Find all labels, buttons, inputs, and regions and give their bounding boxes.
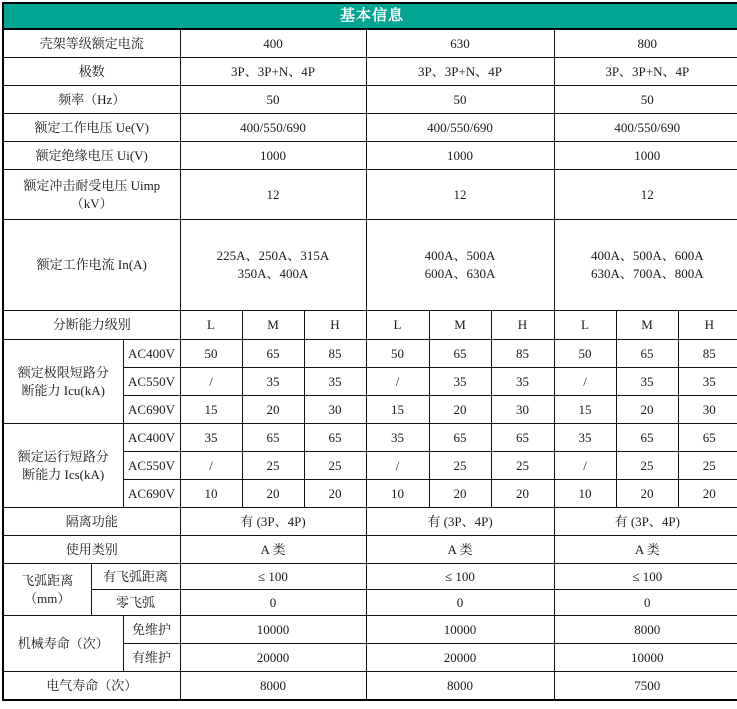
cell: 85 [304,340,366,368]
row-elec-life [3,672,737,701]
cell: L [180,311,242,340]
cell: 400 [180,29,366,58]
cell: 3P、3P+N、4P [366,58,554,86]
cell: 35 [180,424,242,452]
row-frame-current [3,29,737,58]
cell-line: 225A、250A、315A [183,247,364,265]
cell: 20 [304,480,366,508]
cell: A 类 [554,536,737,564]
cell-line: 600A、630A [369,265,552,283]
row-ics-ac400v [3,424,737,452]
cell: 35 [616,368,678,396]
cell: 10 [180,480,242,508]
sub-label-mech-free: 免维护 [123,616,180,644]
cell: 15 [180,396,242,424]
cell: 8000 [554,616,737,644]
cell: 65 [242,340,304,368]
row-label-frequency: 频率（Hz） [3,86,180,114]
row-label-icu-line1: 额定极限短路分 [6,364,121,382]
cell: H [304,311,366,340]
row-label-uimp-line1: 额定冲击耐受电压 Uimp [6,177,178,195]
row-label-ics-line2: 断能力 Ics(kA) [6,466,121,484]
cell: 630 [366,29,554,58]
row-arc-zero [3,590,737,616]
cell-line: 400A、500A [369,247,552,265]
cell: 8000 [366,672,554,701]
sub-label-arc-zero: 零飞弧 [91,590,180,616]
row-label-ics-line1: 额定运行短路分 [6,448,121,466]
cell: 15 [366,396,429,424]
row-label-category: 使用类别 [3,536,180,564]
cell: H [491,311,554,340]
cell: 65 [429,340,491,368]
cell: 20000 [366,644,554,672]
cell-line: 400A、500A、600A [557,247,737,265]
cell: 0 [554,590,737,616]
cell: 35 [429,368,491,396]
row-isolation [3,508,737,536]
cell: 25 [304,452,366,480]
cell: 20 [429,480,491,508]
cell: 10 [554,480,616,508]
cell: ≤ 100 [180,564,366,590]
cell: 12 [366,170,554,220]
cell: 85 [491,340,554,368]
cell: 20 [242,480,304,508]
cell [554,220,737,311]
row-label-arc-line1: 飞弧距离 [6,572,89,590]
cell: 50 [180,340,242,368]
cell: 10 [366,480,429,508]
cell: 35 [304,368,366,396]
cell: 25 [678,452,737,480]
cell: 65 [678,424,737,452]
cell: 50 [180,86,366,114]
sub-label-icu-ac550v: AC550V [123,368,180,396]
row-label-icu [3,340,123,424]
cell: M [616,311,678,340]
cell: 30 [304,396,366,424]
cell: A 类 [180,536,366,564]
row-arc-with [3,564,737,590]
table-title: 基本信息 [3,3,737,29]
cell: 20 [678,480,737,508]
cell: / [180,452,242,480]
sub-label-mech-with: 有维护 [123,644,180,672]
row-label-arc-line2: （mm） [6,590,89,608]
cell: / [554,368,616,396]
cell: 有 (3P、4P) [180,508,366,536]
cell: 20 [242,396,304,424]
cell: 35 [554,424,616,452]
cell: 50 [366,340,429,368]
cell: 有 (3P、4P) [554,508,737,536]
cell: 25 [616,452,678,480]
cell: 0 [366,590,554,616]
row-poles [3,58,737,86]
cell: 30 [491,396,554,424]
cell: 400/550/690 [366,114,554,142]
cell: 15 [554,396,616,424]
cell: M [429,311,491,340]
cell: 12 [554,170,737,220]
row-label-uimp-line2: （kV） [6,195,178,213]
cell: 400/550/690 [554,114,737,142]
cell: 有 (3P、4P) [366,508,554,536]
cell [366,220,554,311]
cell: 8000 [180,672,366,701]
cell: 35 [242,368,304,396]
cell: 35 [678,368,737,396]
row-label-icu-line2: 断能力 Icu(kA) [6,382,121,400]
cell: 10000 [554,644,737,672]
cell: 20 [616,480,678,508]
cell: 65 [616,340,678,368]
cell: 25 [491,452,554,480]
row-label-mech-life: 机械寿命（次） [3,616,123,672]
basic-info-table [2,2,737,701]
table-header-row [3,3,737,29]
cell: 10000 [180,616,366,644]
cell: 3P、3P+N、4P [554,58,737,86]
basic-info-table-wrap [2,2,735,701]
row-label-frame-current: 壳架等级额定电流 [3,29,180,58]
cell: 85 [678,340,737,368]
row-label-ue: 额定工作电压 Ue(V) [3,114,180,142]
cell: 35 [366,424,429,452]
cell: 3P、3P+N、4P [180,58,366,86]
row-label-ics [3,424,123,508]
row-ue [3,114,737,142]
cell: L [366,311,429,340]
cell: / [554,452,616,480]
cell: 65 [304,424,366,452]
cell: 65 [491,424,554,452]
row-breaking-class [3,311,737,340]
cell: 20 [429,396,491,424]
row-mech-free [3,616,737,644]
row-icu-ac400v [3,340,737,368]
sub-label-icu-ac690v: AC690V [123,396,180,424]
sub-label-ics-ac400v: AC400V [123,424,180,452]
cell: 1000 [366,142,554,170]
cell: 65 [429,424,491,452]
row-label-poles: 极数 [3,58,180,86]
row-label-ui: 额定绝缘电压 Ui(V) [3,142,180,170]
cell [180,220,366,311]
row-in-current [3,220,737,311]
row-frequency [3,86,737,114]
cell: 65 [616,424,678,452]
cell: / [366,368,429,396]
sub-label-ics-ac690v: AC690V [123,480,180,508]
cell: A 类 [366,536,554,564]
row-label-in-current: 额定工作电流 In(A) [3,220,180,311]
cell: ≤ 100 [554,564,737,590]
cell: L [554,311,616,340]
row-uimp [3,170,737,220]
cell: / [366,452,429,480]
cell: 65 [242,424,304,452]
cell: 1000 [180,142,366,170]
sub-label-icu-ac400v: AC400V [123,340,180,368]
sub-label-arc-with: 有飞弧距离 [91,564,180,590]
cell: 800 [554,29,737,58]
row-label-uimp [3,170,180,220]
cell: / [180,368,242,396]
row-label-breaking-class: 分断能力级别 [3,311,180,340]
cell-line: 350A、400A [183,265,364,283]
cell: H [678,311,737,340]
row-label-arc [3,564,91,616]
cell: 10000 [366,616,554,644]
cell: 20000 [180,644,366,672]
cell: ≤ 100 [366,564,554,590]
row-ui [3,142,737,170]
cell: 50 [366,86,554,114]
cell: 50 [554,86,737,114]
cell: 30 [678,396,737,424]
cell: 20 [616,396,678,424]
cell: 25 [242,452,304,480]
cell-line: 630A、700A、800A [557,265,737,283]
cell: 20 [491,480,554,508]
cell: 35 [491,368,554,396]
cell: M [242,311,304,340]
row-label-isolation: 隔离功能 [3,508,180,536]
cell: 25 [429,452,491,480]
cell: 1000 [554,142,737,170]
cell: 0 [180,590,366,616]
cell: 50 [554,340,616,368]
cell: 12 [180,170,366,220]
sub-label-ics-ac550v: AC550V [123,452,180,480]
row-label-elec-life: 电气寿命（次） [3,672,180,701]
cell: 7500 [554,672,737,701]
row-category [3,536,737,564]
cell: 400/550/690 [180,114,366,142]
